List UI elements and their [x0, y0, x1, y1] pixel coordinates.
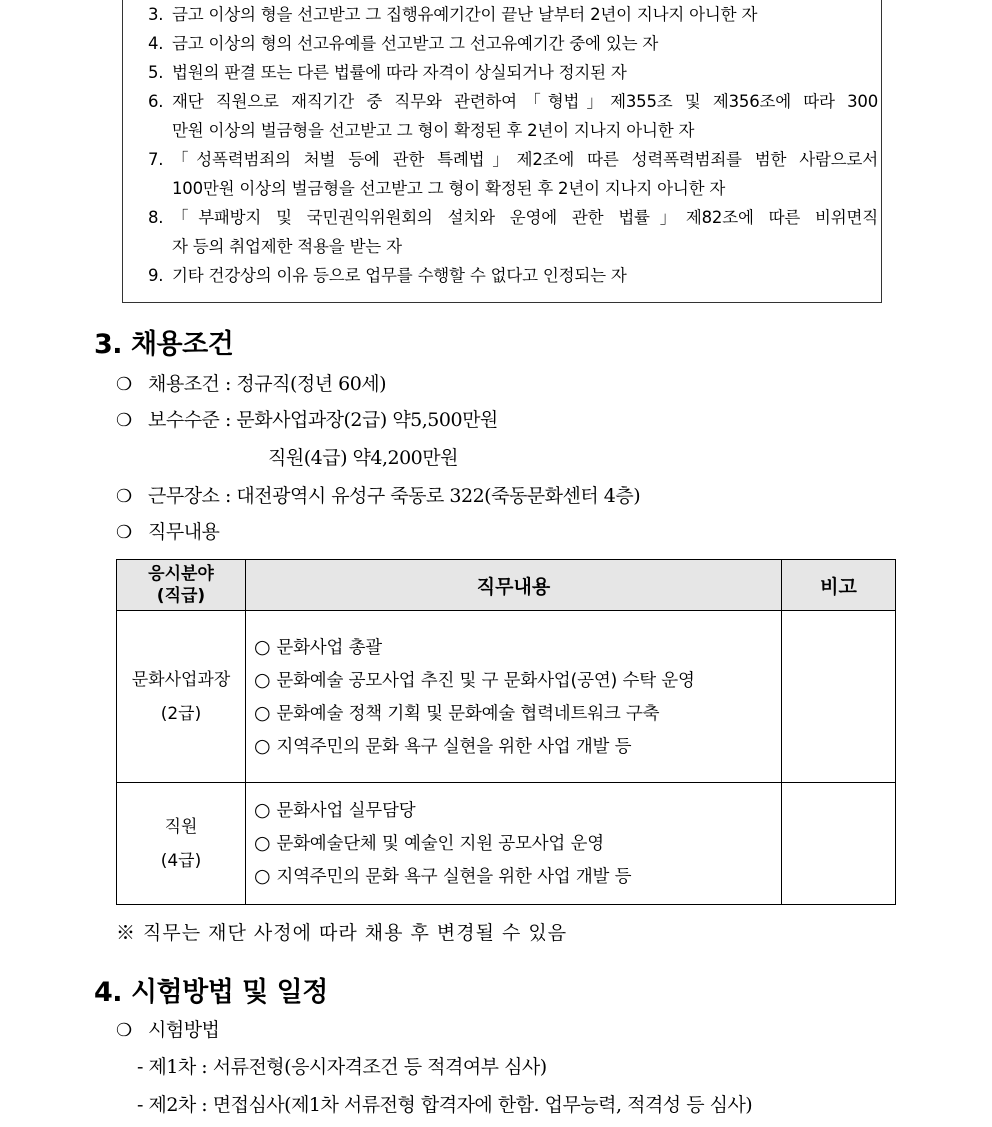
- exam-step-2: - 제2차 : 면접심사(제1차 서류전형 합격자에 한함. 업무능력, 적격성 등 심사): [137, 1094, 753, 1116]
- circle-icon: ○: [254, 865, 271, 887]
- section-3-title: 3. 채용조건: [94, 329, 234, 360]
- table-header-row: [117, 560, 896, 611]
- salary-level: ❍ 보수수준 : 문화사업과장(2급) 약5,500만원: [116, 409, 498, 431]
- circle-bullet-icon: ❍: [116, 486, 132, 507]
- header-duties: 직무내용: [246, 560, 782, 611]
- duty-item: ○ 문화사업 실무담당: [254, 799, 416, 821]
- duty-item: ○ 지역주민의 문화 욕구 실현을 위한 사업 개발 등: [254, 865, 632, 887]
- duties-cell: [246, 611, 782, 783]
- list-item: 6. 재단 직원으로 재직기간 중 직무와 관련하여「형법」제355조 및 제356조에 따라 300 만원 이상의 벌금형을 선고받고 그 형이 확정된 후 2년이 지나지 아니한 자: [148, 92, 878, 140]
- circle-bullet-icon: ❍: [116, 1020, 132, 1041]
- list-item: 3. 금고 이상의 형을 선고받고 그 집행유예기간이 끝난 날부터 2년이 지나지 아니한 자: [148, 5, 758, 24]
- duty-item: ○ 지역주민의 문화 욕구 실현을 위한 사업 개발 등: [254, 734, 632, 757]
- circle-bullet-icon: ❍: [116, 410, 132, 431]
- exam-step-1: - 제1차 : 서류전형(응시자격조건 등 적격여부 심사): [137, 1056, 547, 1078]
- table-row: [117, 783, 896, 905]
- duties-table: [116, 559, 896, 905]
- duty-item: ○ 문화예술 공모사업 추진 및 구 문화사업(공연) 수탁 운영: [254, 668, 695, 691]
- note-cell: [782, 611, 896, 783]
- circle-bullet-icon: ❍: [116, 374, 132, 395]
- circle-icon: ○: [254, 635, 271, 658]
- workplace: ❍ 근무장소 : 대전광역시 유성구 죽동로 322(죽동문화센터 4층): [116, 485, 641, 507]
- field-cell: 문화사업과장 (2급): [117, 611, 246, 783]
- list-item: 4. 금고 이상의 형의 선고유예를 선고받고 그 선고유예기간 중에 있는 자: [148, 34, 659, 53]
- list-item: 7. 「성폭력범죄의 처벌 등에 관한 특례법」제2조에 따른 성력폭력범죄를 범한 사람으로서 100만원 이상의 벌금형을 선고받고 그 형이 확정된 후 2년이 지나지 아니한 자: [148, 150, 878, 198]
- circle-bullet-icon: ❍: [116, 522, 132, 543]
- circle-icon: ○: [254, 734, 271, 757]
- header-field: 응시분야 (직급): [117, 560, 246, 611]
- list-item: 8. 「부패방지 및 국민권익위원회의 설치와 운영에 관한 법률」제82조에 따른 비위면직 자 등의 취업제한 적용을 받는 자: [148, 208, 878, 256]
- duty-item: ○ 문화예술단체 및 예술인 지원 공모사업 운영: [254, 832, 604, 854]
- circle-icon: ○: [254, 832, 271, 854]
- salary-level-2: 직원(4급) 약4,200만원: [268, 447, 458, 469]
- exam-method-label: ❍ 시험방법: [116, 1019, 220, 1041]
- disqualification-list: [148, 0, 878, 290]
- circle-icon: ○: [254, 668, 271, 691]
- duties-label: ❍ 직무내용: [116, 521, 220, 543]
- duty-item: ○ 문화사업 총괄: [254, 635, 382, 658]
- circle-icon: ○: [254, 701, 271, 724]
- field-cell: 직원 (4급): [117, 783, 246, 905]
- table-row: [117, 611, 896, 783]
- section-4-title: 4. 시험방법 및 일정: [94, 977, 328, 1008]
- header-note: 비고: [782, 560, 896, 611]
- note-cell: [782, 783, 896, 905]
- list-item: 9. 기타 건강상의 이유 등으로 업무를 수행할 수 없다고 인정되는 자: [148, 266, 627, 285]
- duty-item: ○ 문화예술 정책 기획 및 문화예술 협력네트워크 구축: [254, 701, 660, 724]
- list-item: 5. 법원의 판결 또는 다른 법률에 따라 자격이 상실되거나 정지된 자: [148, 63, 627, 82]
- employment-condition: ❍ 채용조건 : 정규직(정년 60세): [116, 373, 387, 395]
- circle-icon: ○: [254, 799, 271, 821]
- duty-change-note: ※ 직무는 재단 사정에 따라 채용 후 변경될 수 있음: [116, 922, 568, 944]
- duties-cell: [246, 783, 782, 905]
